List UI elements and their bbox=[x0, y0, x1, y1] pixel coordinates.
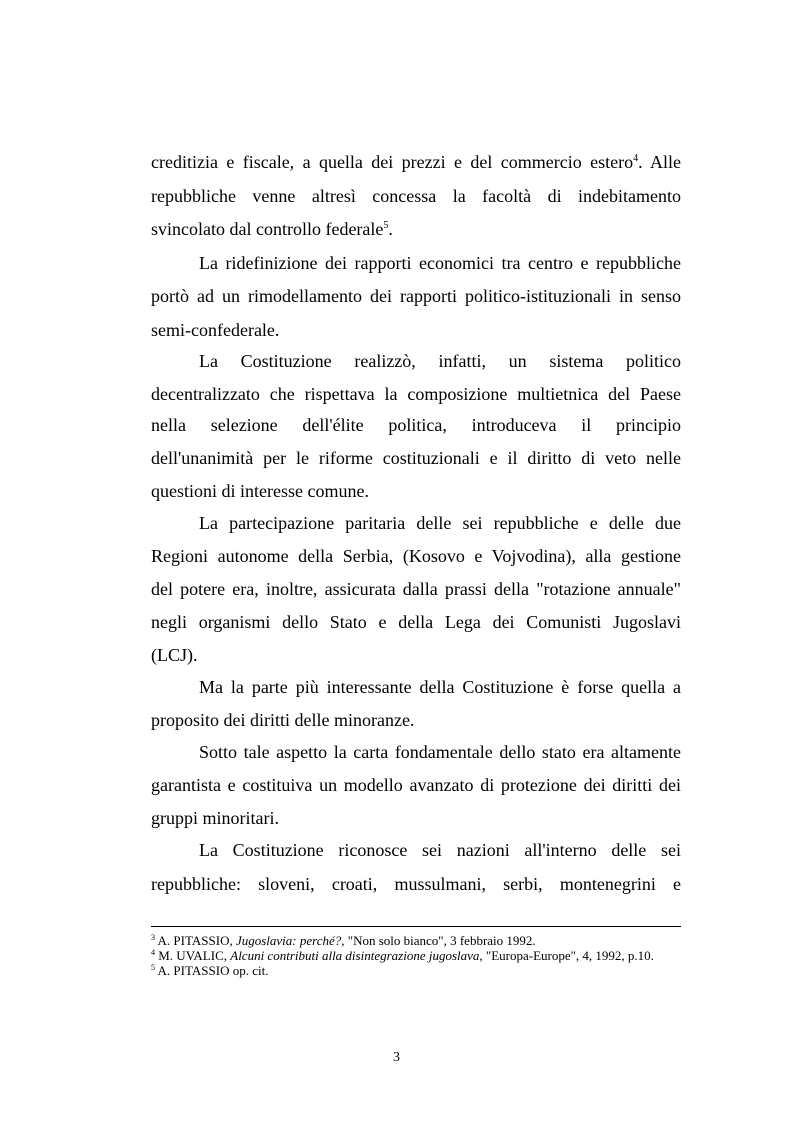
body-line: Regioni autonome della Serbia, (Kosovo e Vojvodina), alla gestione bbox=[151, 546, 681, 566]
body-line: dell'unanimità per le riforme costituzionali e il diritto di veto nelle bbox=[151, 448, 681, 468]
body-line: decentralizzato che rispettava la composizione multietnica del Paese bbox=[151, 384, 681, 404]
body-line: La partecipazione paritaria delle sei repubbliche e delle due bbox=[199, 513, 681, 533]
footnote: $^5$ A. PITASSIO op. cit. bbox=[151, 963, 269, 978]
footnote: $^4$ M. UVALIC, Alcuni contributi alla disintegrazione jugoslava, "Europa-Europe", 4, 1992, p.10. bbox=[151, 948, 654, 963]
footnote: $^3$ A. PITASSIO, Jugoslavia: perché?, "Non solo bianco", 3 febbraio 1992. bbox=[151, 933, 536, 948]
body-line: proposito dei diritti delle minoranze. bbox=[151, 710, 415, 730]
body-line: Sotto tale aspetto la carta fondamentale dello stato era altamente bbox=[199, 742, 681, 762]
body-line: portò ad un rimodellamento dei rapporti politico-istituzionali in senso bbox=[151, 286, 681, 306]
body-line: del potere era, inoltre, assicurata dalla prassi della "rotazione annuale" bbox=[151, 579, 681, 599]
page-number: 3 bbox=[393, 1050, 400, 1065]
body-line: semi-confederale. bbox=[151, 320, 280, 340]
body-line: nella selezione dell'élite politica, introduceva il principio bbox=[151, 415, 681, 435]
body-line: Ma la parte più interessante della Costituzione è forse quella a bbox=[199, 677, 681, 697]
body-line: creditizia e fiscale, a quella dei prezzi e del commercio estero$^4$. Alle bbox=[151, 152, 681, 172]
footnote-separator bbox=[151, 926, 681, 927]
body-line: repubbliche venne altresì concessa la facoltà di indebitamento bbox=[151, 186, 681, 206]
body-line: gruppi minoritari. bbox=[151, 808, 279, 828]
footnote-ref: 5 bbox=[383, 220, 389, 231]
body-line: La Costituzione riconosce sei nazioni all'interno delle sei bbox=[199, 840, 681, 860]
body-line: negli organismi dello Stato e della Lega dei Comunisti Jugoslavi bbox=[151, 612, 681, 632]
footnote-ref: 4 bbox=[633, 153, 639, 164]
body-line: (LCJ). bbox=[151, 645, 198, 665]
body-line: repubbliche: sloveni, croati, mussulmani, serbi, montenegrini e bbox=[151, 874, 681, 894]
body-line: La ridefinizione dei rapporti economici tra centro e repubbliche bbox=[199, 253, 681, 273]
body-line: garantista e costituiva un modello avanzato di protezione dei diritti dei bbox=[151, 775, 681, 795]
body-line: La Costituzione realizzò, infatti, un sistema politico bbox=[199, 351, 681, 371]
body-line: questioni di interesse comune. bbox=[151, 481, 369, 501]
body-line: svincolato dal controllo federale$^5$. bbox=[151, 219, 393, 239]
